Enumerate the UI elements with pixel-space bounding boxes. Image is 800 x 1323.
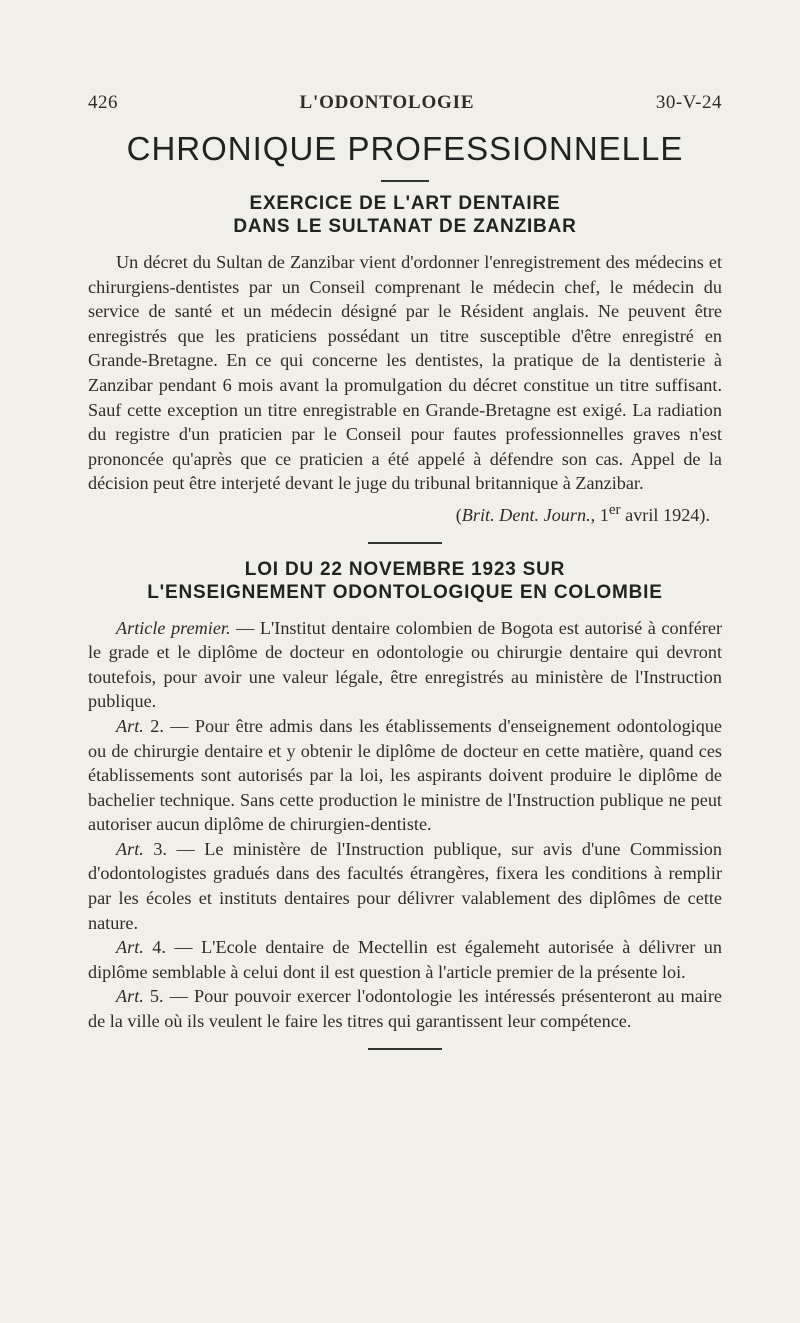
- article-2: [88, 714, 722, 837]
- section-divider: [368, 542, 442, 544]
- section1-heading-line1: EXERCICE DE L'ART DENTAIRE: [249, 192, 561, 214]
- article-4-label: Art.: [116, 937, 144, 958]
- title-divider: [381, 180, 429, 182]
- article-2-text: 2. — Pour être admis dans les établissements d'enseignement odontologique ou de chirurgie dentaire et y obtenir le diplôme de docteur en cette matière, quand ces établissements sont autorisés par la loi, les aspirants doivent produire le diplôme de bachelier technique. Sans cette production le ministre de l'Instruction publique ne peut autoriser aucun diplôme de chirurgien-dentiste.: [88, 715, 722, 835]
- page-title: CHRONIQUE PROFESSIONNELLE: [126, 130, 684, 167]
- page-number: 426: [88, 92, 118, 113]
- article-5-text: 5. — Pour pouvoir exercer l'odontologie les intéressés présenteront au maire de la ville où ils veulent le faire les titres qui garantissent leur compétence.: [88, 986, 722, 1032]
- article-3: [88, 837, 722, 935]
- article-4: [88, 935, 722, 984]
- section1-heading: [88, 192, 722, 238]
- section1-heading-line2: DANS LE SULTANAT DE ZANZIBAR: [233, 215, 577, 237]
- article-4-text: 4. — L'Ecole dentaire de Mectellin est égalemeht autorisée à délivrer un diplôme semblable à celui dont il est question à l'article premier de la présente loi.: [88, 937, 722, 982]
- citation-day: 1: [599, 504, 609, 525]
- section2-heading: [88, 558, 722, 604]
- page: [88, 92, 722, 1064]
- citation-date: avril 1924).: [620, 504, 710, 525]
- running-head: [88, 92, 722, 118]
- article-1-text: — L'Institut dentaire colombien de Bogota est autorisé à conférer le grade et le diplôme de docteur en odontologie ou chirurgie dentaire qui devront toutefois, pour avoir une valeur légale, être enregistrés au ministère de l'Instruction publique.: [88, 617, 723, 712]
- journal-title: L'ODONTOLOGIE: [299, 92, 475, 113]
- article-5: [88, 984, 722, 1033]
- article-3-label: Art.: [116, 838, 144, 859]
- section2-heading-line2: L'ENSEIGNEMENT ODONTOLOGIQUE EN COLOMBIE: [147, 581, 663, 603]
- citation-source: Brit. Dent. Journ.: [461, 504, 591, 525]
- article-1-label: Article premier.: [116, 617, 231, 638]
- article-3-text: 3. — Le ministère de l'Instruction publique, sur avis d'une Commission d'odontologistes gradués dans des facultés étrangères, fixera les conditions à remplir par les écoles et instituts dentaires pour délivrer valablement des diplômes de cette nature.: [88, 838, 722, 933]
- issue-date: 30-V-24: [655, 92, 722, 113]
- article-5-label: Art.: [116, 986, 144, 1007]
- end-divider: [368, 1048, 442, 1050]
- article-2-label: Art.: [116, 715, 144, 736]
- citation: (Brit. Dent. Journ., 1er avril 1924).: [455, 500, 710, 525]
- section1-paragraph: Un décret du Sultan de Zanzibar vient d'ordonner l'enregistrement des médecins et chirurgiens-dentistes par un Conseil comprenant le médecin chef, le médecin du service de santé et un médecin désigné par le Résident anglais. Ne peuvent être enregistrés que les praticiens possédant un titre susceptible d'être enregistré en Grande-Bretagne. En ce qui concerne les dentistes, la pratique de la dentisterie à Zanzibar pendant 6 mois avant la promulgation du décret constitue un titre suffisant. Sauf cette exception un titre enregistrable en Grande-Bretagne est exigé. La radiation du registre d'un praticien par le Conseil pour fautes professionnelles graves n'est prononcée qu'après que ce praticien a été appelé à défendre son cas. Appel de la décision peut être interjeté devant le juge du tribunal britannique à Zanzibar.: [88, 251, 722, 494]
- citation-superscript: er: [608, 500, 621, 518]
- section2-heading-line1: LOI DU 22 NOVEMBRE 1923 SUR: [244, 558, 566, 580]
- article-1: [88, 616, 722, 714]
